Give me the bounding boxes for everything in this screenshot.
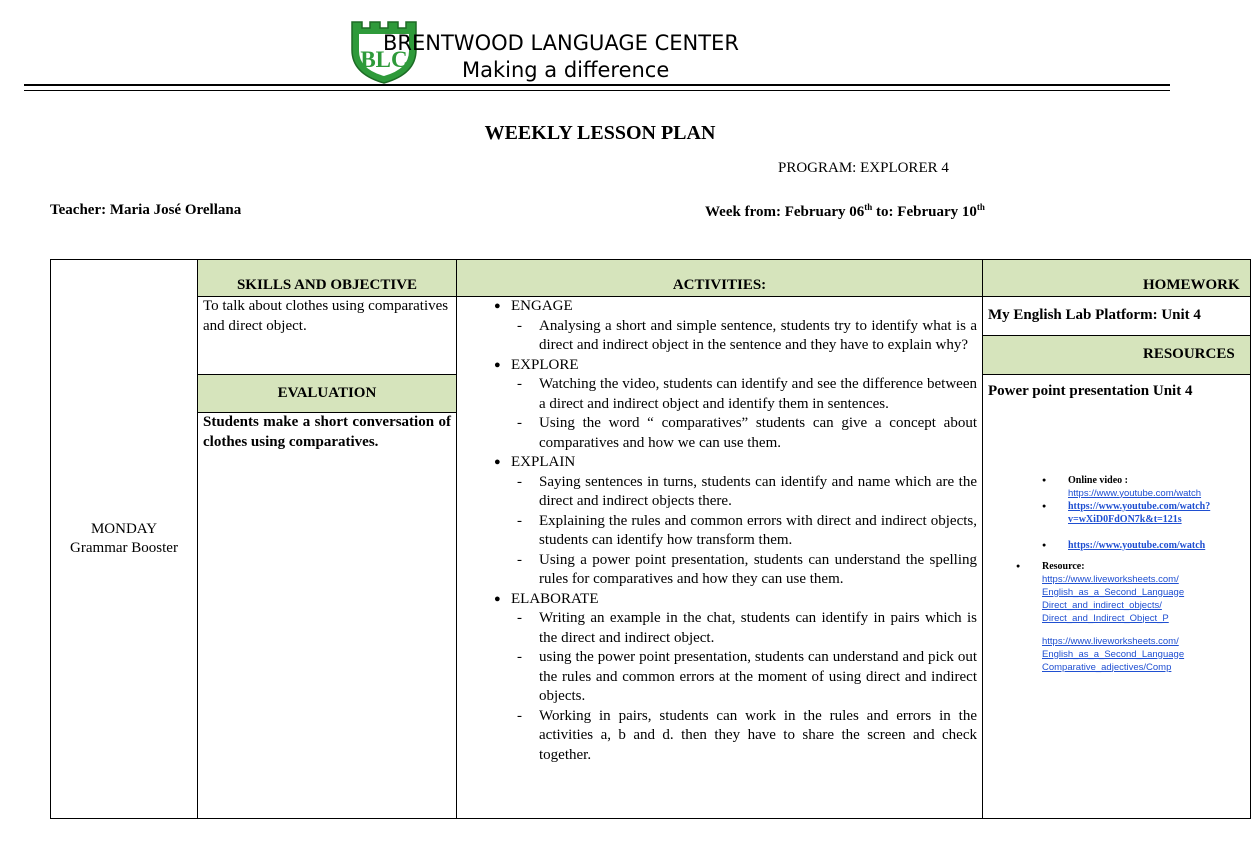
- activity-item: - Writing an example in the chat, students can identify in pairs which is the direct and indirect object.: [539, 609, 977, 648]
- objective-cell: To talk about clothes using comparatives and direct object.: [198, 297, 457, 375]
- activity-item: - Using a power point presentation, students can understand the spelling rules for comparatives and how they can use them.: [539, 551, 977, 590]
- org-name: BRENTWOOD LANGUAGE CENTER: [383, 31, 739, 55]
- resource-worksheet-group: [1042, 560, 1245, 674]
- resource-presentation: Power point presentation Unit 4: [988, 383, 1193, 399]
- video-link[interactable]: ● https://www.youtube.com/watch?: [1068, 500, 1211, 512]
- activity-stage: ● ENGAGE - Analysing a short and simple sentence, students try to identify what is a direct and indirect object in the sentence and they have to explain why?: [511, 297, 977, 356]
- resource-video-group: [1068, 500, 1245, 526]
- worksheet-link[interactable]: Direct_and_indirect_objects/: [1042, 599, 1162, 611]
- activity-item: - Watching the video, students can identify and see the difference between a direct and indirect object and identify them in sentences.: [539, 375, 977, 414]
- activities-header: ACTIVITIES:: [457, 260, 983, 297]
- resources-cell: [983, 375, 1251, 819]
- header-rule-thin: [24, 90, 1170, 91]
- resource-video-group: [1068, 474, 1245, 500]
- worksheet-link[interactable]: Comparative_adjectives/Comp: [1042, 661, 1172, 673]
- program-label: PROGRAM: EXPLORER 4: [778, 160, 949, 176]
- activity-item: - Using the word “ comparatives” students can give a concept about comparatives and how we can use them.: [539, 414, 977, 453]
- worksheet-link[interactable]: https://www.liveworksheets.com/: [1042, 635, 1179, 647]
- worksheet-link[interactable]: English_as_a_Second_Language: [1042, 648, 1185, 660]
- worksheet-link[interactable]: English_as_a_Second_Language: [1042, 586, 1185, 598]
- day-name: MONDAY: [90, 520, 158, 537]
- resource-links: [988, 474, 1245, 674]
- svg-text:BLC: BLC: [360, 47, 408, 72]
- document-title: WEEKLY LESSON PLAN: [484, 122, 716, 144]
- header-rule: [24, 84, 1170, 86]
- activity-stages: [487, 297, 977, 765]
- evaluation-header: EVALUATION: [198, 375, 457, 413]
- resource-video-group: [1068, 539, 1245, 552]
- homework-header: HOMEWORK: [983, 260, 1251, 297]
- video-link[interactable]: https://www.youtube.com/watch: [1068, 487, 1202, 499]
- day-subtitle: Grammar Booster: [70, 540, 178, 556]
- activity-item: - Explaining the rules and common errors with direct and indirect objects, students can identify how transform them.: [539, 512, 977, 551]
- activities-cell: [457, 297, 983, 819]
- evaluation-cell: Students make a short conversation of clothes using comparatives.: [198, 413, 457, 819]
- resources-header: RESOURCES: [983, 336, 1251, 375]
- skills-header: SKILLS AND OBJECTIVE: [198, 260, 457, 297]
- worksheet-link[interactable]: https://www.liveworksheets.com/: [1042, 573, 1179, 585]
- activity-item: - Analysing a short and simple sentence, students try to identify what is a direct and indirect object in the sentence and they have to explain why?: [539, 317, 977, 356]
- day-cell: [51, 260, 198, 819]
- resource-label: ● Resource:: [1042, 560, 1085, 572]
- video-link[interactable]: ● https://www.youtube.com/watch: [1068, 539, 1206, 551]
- activity-stage: ● EXPLAIN - Saying sentences in turns, students can identify and name which are the direct and indirect objects there. - Explaining the rules and common errors with direct and indirect objects, students can identify how transform them. - Using a power point presentation, students can understand the spelling rules for comparatives and how they can use them.: [511, 453, 977, 590]
- activity-item: - Working in pairs, students can work in the rules and errors in the activities a, b and d. then they have to share the screen and check together.: [539, 707, 977, 766]
- worksheet-link[interactable]: Direct_and_Indirect_Object_P: [1042, 612, 1169, 624]
- activity-stage: ● ELABORATE - Writing an example in the chat, students can identify in pairs which is the direct and indirect object. - using the power point presentation, students can understand and pick out the rules and common errors at the moment of using direct and indirect objects. - Working in pairs, students can work in the rules and errors in the activities a, b and d. then they have to share the screen and check together.: [511, 590, 977, 766]
- video-link-continued[interactable]: v=wXiD0FdON7k&t=121s: [1068, 513, 1182, 525]
- online-video-label: ● Online video :: [1068, 474, 1129, 486]
- activity-item: - using the power point presentation, students can understand and pick out the rules and common errors at the moment of using direct and indirect objects.: [539, 648, 977, 707]
- activity-item: - Saying sentences in turns, students can identify and name which are the direct and indirect objects there.: [539, 473, 977, 512]
- tagline: Making a difference: [462, 58, 670, 82]
- activity-stage: ● EXPLORE - Watching the video, students can identify and see the difference between a direct and indirect object and identify them in sentences. - Using the word “ comparatives” students can give a concept about comparatives and how we can use them.: [511, 356, 977, 454]
- homework-cell: My English Lab Platform: Unit 4: [983, 297, 1251, 336]
- week-label: Week from: February 06th to: February 10th: [705, 202, 985, 220]
- teacher-label: Teacher: Maria José Orellana: [50, 202, 242, 218]
- lesson-plan-table: [50, 259, 1251, 819]
